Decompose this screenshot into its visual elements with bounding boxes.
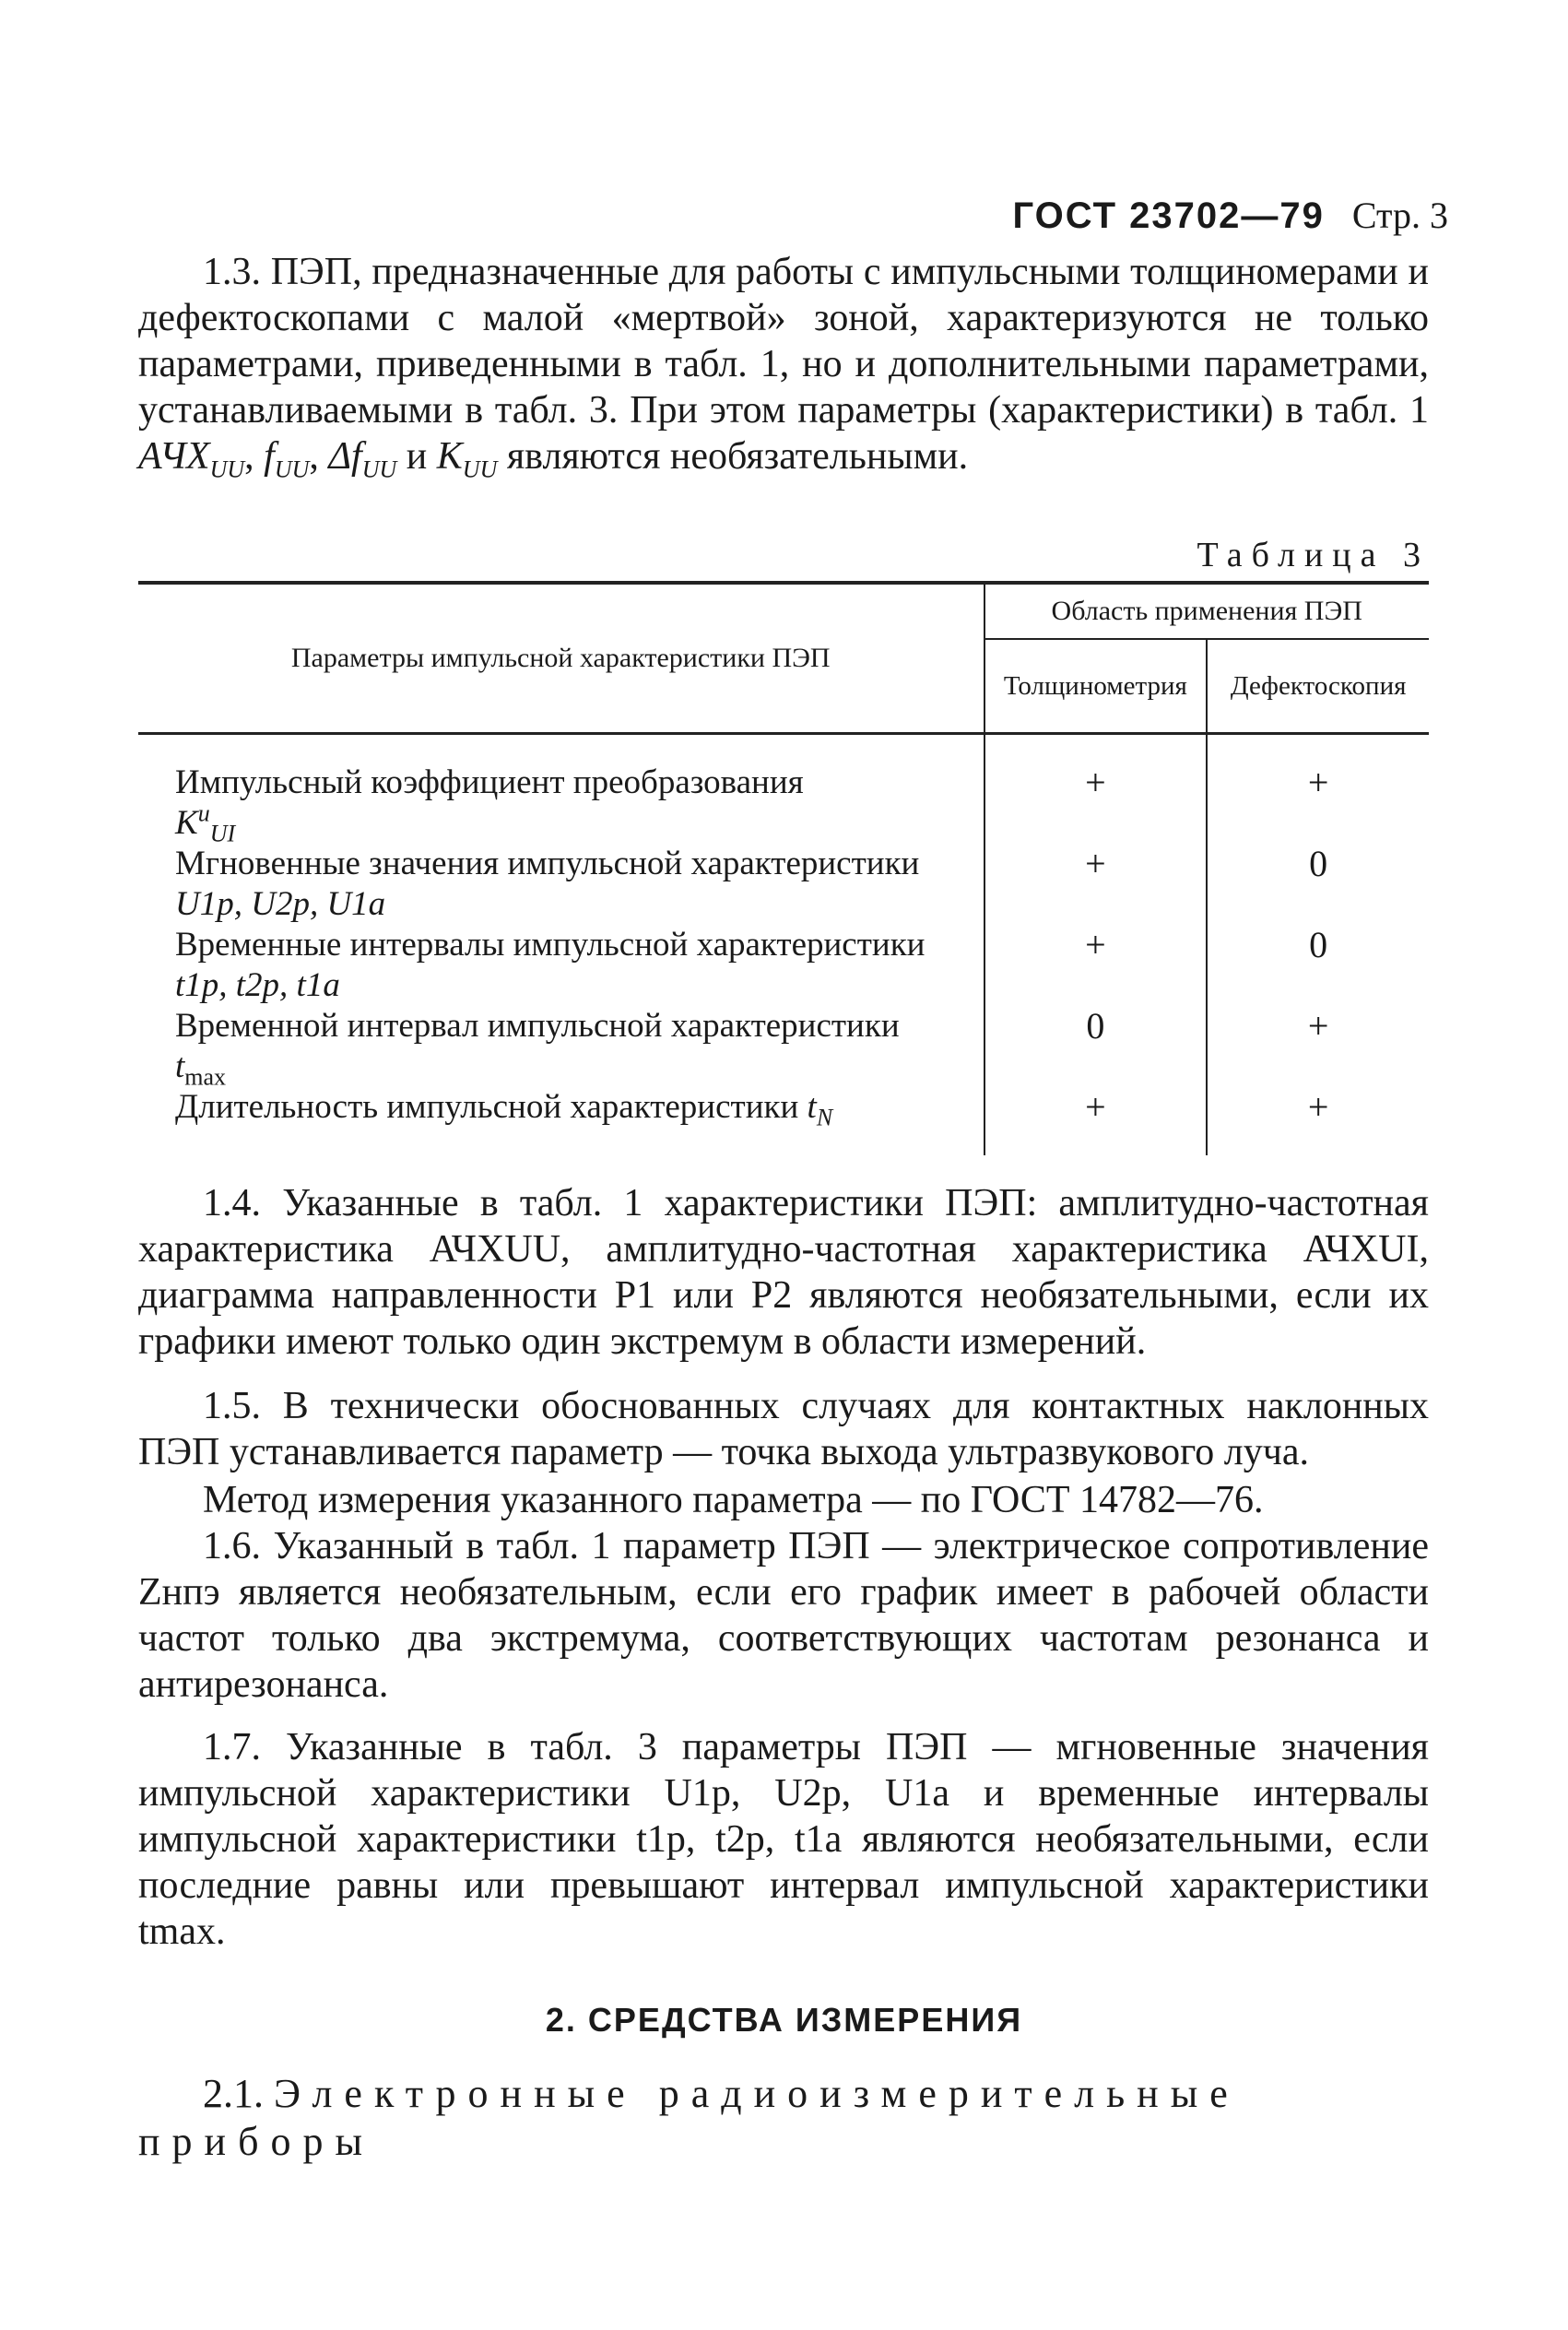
row-2-thickness: + (984, 844, 1208, 925)
p13-sub-1: UU (209, 455, 245, 483)
p21-text: Электронные радиоизмерительные приборы (138, 2071, 1240, 2164)
p13-and: и (406, 435, 428, 478)
table-row (138, 734, 1429, 845)
p13-sym-3: Δf (328, 435, 362, 478)
header-parameters: Параметры импульсной характеристики ПЭП (138, 583, 984, 734)
row-4-defect: + (1207, 1006, 1429, 1087)
row-1-name (138, 734, 984, 845)
table-row (138, 925, 1429, 1006)
row-3-text: Временные интервалы импульсной характеристики (175, 926, 925, 964)
paragraph-1-6: 1.6. Указанный в табл. 1 параметр ПЭП — электрическое сопротивление Zнпэ является необязательным, если его график имеет в рабочей области частот только два экстремума, соответствующих частотам резонанса и антирезонанса. (138, 1525, 1429, 1706)
paragraph-1-7: 1.7. Указанные в табл. 3 параметры ПЭП — мгновенные значения импульсной характеристики U1р, U2р, U1а и временные интервалы импульсной характеристики t1р, t2р, t1а являются необязательными, если последние равны или превышают интервал импульсной характеристики tmax. (138, 1726, 1429, 1953)
section-heading: 2. СРЕДСТВА ИЗМЕРЕНИЯ (545, 2001, 1023, 2039)
row-5-thickness: + (984, 1087, 1208, 1155)
row-4-symbol: t (175, 1047, 185, 1085)
row-2-symbols: U1р, U2р, U1а (175, 885, 386, 923)
p13-sub-2: UU (274, 455, 310, 483)
paragraph-2-1 (138, 2070, 1429, 2166)
row-5-defect: + (1207, 1087, 1429, 1155)
paragraph-1-5-method: Метод измерения указанного параметра — по ГОСТ 14782—76. (203, 1479, 1264, 1521)
row-2-text: Мгновенные значения импульсной характеристики (175, 845, 920, 882)
p13-sym-4: K (436, 435, 463, 478)
table-3 (138, 581, 1429, 1155)
page-header (1012, 194, 1448, 237)
row-3-name (138, 925, 984, 1006)
p13-sub-4: UU (462, 455, 498, 483)
row-5-text: Длительность импульсной характеристики (175, 1088, 799, 1126)
p13-sym-2: f (264, 435, 275, 478)
table-row (138, 844, 1429, 925)
paragraph-1-3: 1.3. ПЭП, предназначенные для работы с импульсными толщиномерами и дефектоскопами с малой «мертвой» зоной, характеризуются не только параметрами, приведенными в табл. 1, но и дополнительными параметрами, устанавливаемыми в табл. 3. При этом параметры (характеристики) в табл. 1 $АЧХ_{UU}$, $f_{UU}$, $\Delta f_{UU}$ и $K_{UU}$ являются необязательными. (138, 251, 1429, 483)
row-1-text: Импульсный коэффициент преобразования (175, 763, 804, 801)
row-5-name (138, 1087, 984, 1155)
p21-number: 2.1. (203, 2071, 264, 2116)
row-5-symbol: t (807, 1088, 817, 1126)
paragraph-1-4: 1.4. Указанные в табл. 1 характеристики ПЭП: амплитудно-частотная характеристика АЧХUU, амплитудно-частотная характеристика АЧХUI, диаграмма направленности P1 или P2 являются необязательными, если их графики имеют только один экстремум в области измерений. (138, 1182, 1429, 1363)
row-2-defect: 0 (1207, 844, 1429, 925)
row-1-thickness: + (984, 734, 1208, 845)
page-number: Стр. 3 (1351, 195, 1448, 236)
row-3-thickness: + (984, 925, 1208, 1006)
row-4-text: Временной интервал импульсной характеристики (175, 1007, 900, 1045)
row-3-defect: 0 (1207, 925, 1429, 1006)
header-area: Область применения ПЭП (984, 583, 1430, 639)
row-1-sup: и (197, 799, 210, 827)
p13-sym-1: АЧХ (138, 435, 210, 478)
header-thickness: Толщинометрия (984, 639, 1208, 734)
gost-number: ГОСТ 23702—79 (1012, 195, 1325, 236)
row-4-thickness: 0 (984, 1006, 1208, 1087)
table-row (138, 1087, 1429, 1155)
p13-sub-3: UU (361, 455, 397, 483)
p13-text: 1.3. ПЭП, предназначенные для работы с импульсными толщиномерами и дефектоскопами с малой «мертвой» зоной, характеризуются не только параметрами, приведенными в табл. 1, но и дополнительными параметрами, устанавливаемыми в табл. 3. При этом параметры (характеристики) в табл. 1 (138, 251, 1429, 432)
row-4-name (138, 1006, 984, 1091)
table-row (138, 1006, 1429, 1087)
row-4-sub: max (184, 1063, 227, 1091)
row-1-symbol: K (175, 804, 198, 842)
row-1-sub: UI (209, 820, 236, 847)
header-defect: Дефектоскопия (1207, 639, 1429, 734)
paragraph-1-5: 1.5. В технически обоснованных случаях для контактных наклонных ПЭП устанавливается параметр — точка выхода ультразвукового луча. (138, 1385, 1429, 1473)
table-caption: Таблица 3 (1197, 536, 1430, 574)
row-5-sub: N (816, 1104, 833, 1131)
p13-end: являются необязательными. (506, 435, 969, 478)
row-3-symbols: t1р, t2р, t1а (175, 966, 340, 1004)
row-1-defect: + (1207, 734, 1429, 845)
row-2-name (138, 844, 984, 925)
